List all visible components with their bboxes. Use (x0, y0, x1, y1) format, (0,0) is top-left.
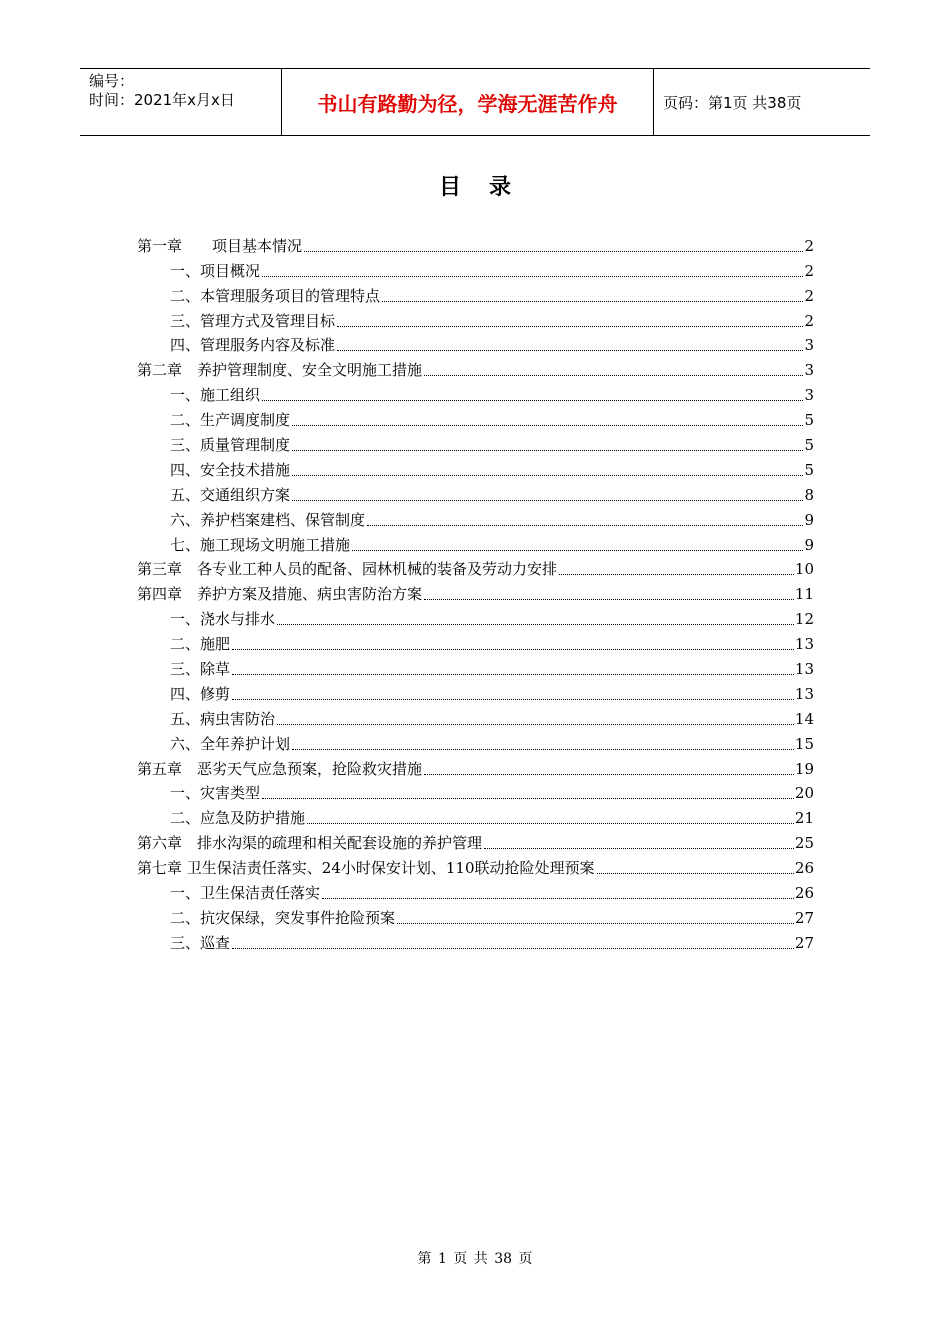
toc-leader-dots (292, 425, 803, 426)
toc-entry-page-number: 14 (794, 709, 814, 728)
toc-entry-page-number: 26 (794, 859, 814, 878)
toc-leader-dots (262, 798, 794, 799)
toc-leader-dots (337, 350, 803, 351)
toc-entry-page-number: 10 (794, 560, 814, 579)
toc-leader-dots (232, 674, 794, 675)
toc-entry-label: 一、施工组织 (170, 386, 261, 405)
toc-leader-dots (337, 326, 803, 327)
toc-entry-page-number: 5 (804, 436, 814, 455)
toc-section-entry[interactable] (137, 380, 814, 405)
toc-chapter-entry[interactable] (137, 231, 814, 256)
header-page-info: 页码：第1页 共38页 (663, 93, 802, 112)
toc-entry-label: 第五章 恶劣天气应急预案，抢险救灾措施 (137, 759, 423, 778)
toc-section-entry[interactable] (137, 803, 814, 828)
toc-entry-label: 第三章 各专业工种人员的配备、园林机械的装备及劳动力安排 (137, 560, 558, 579)
toc-entry-label: 一、项目概况 (170, 261, 261, 280)
toc-section-entry[interactable] (137, 256, 814, 281)
toc-entry-page-number: 15 (794, 734, 814, 753)
toc-section-entry[interactable] (137, 878, 814, 903)
toc-entry-label: 一、卫生保洁责任落实 (170, 884, 321, 903)
toc-entry-page-number: 20 (794, 784, 814, 803)
toc-entry-page-number: 3 (804, 386, 814, 405)
toc-leader-dots (367, 525, 803, 526)
toc-chapter-entry[interactable] (137, 828, 814, 853)
toc-leader-dots (232, 649, 794, 650)
toc-entry-label: 三、质量管理制度 (170, 436, 291, 455)
number-label: 编号： (89, 72, 135, 90)
toc-leader-dots (397, 923, 794, 924)
toc-entry-page-number: 2 (804, 311, 814, 330)
toc-entry-label: 四、修剪 (170, 684, 231, 703)
toc-leader-dots (424, 599, 794, 600)
toc-entry-page-number: 13 (794, 684, 814, 703)
toc-leader-dots (352, 550, 803, 551)
toc-leader-dots (292, 749, 794, 750)
toc-entry-label: 六、养护档案建档、保管制度 (170, 510, 366, 529)
toc-entry-page-number: 8 (804, 485, 814, 504)
toc-section-entry[interactable] (137, 654, 814, 679)
toc-entry-page-number: 25 (794, 834, 814, 853)
toc-section-entry[interactable] (137, 903, 814, 928)
toc-entry-label: 五、病虫害防治 (170, 709, 276, 728)
toc-entry-page-number: 26 (794, 884, 814, 903)
toc-section-entry[interactable] (137, 430, 814, 455)
toc-leader-dots (307, 823, 794, 824)
toc-entry-page-number: 27 (794, 908, 814, 927)
toc-leader-dots (277, 724, 794, 725)
toc-entry-label: 第二章 养护管理制度、安全文明施工措施 (137, 361, 423, 380)
toc-section-entry[interactable] (137, 679, 814, 704)
toc-entry-page-number: 2 (804, 286, 814, 305)
toc-leader-dots (382, 301, 803, 302)
toc-leader-dots (262, 400, 803, 401)
toc-entry-label: 二、应急及防护措施 (170, 809, 306, 828)
toc-entry-page-number: 12 (794, 610, 814, 629)
toc-section-entry[interactable] (137, 704, 814, 729)
toc-entry-page-number: 9 (804, 510, 814, 529)
toc-section-entry[interactable] (137, 331, 814, 356)
toc-entry-label: 三、除草 (170, 660, 231, 679)
toc-leader-dots (292, 475, 803, 476)
page-header (80, 68, 870, 136)
toc-leader-dots (277, 624, 794, 625)
toc-entry-label: 五、交通组织方案 (170, 485, 291, 504)
toc-leader-dots (559, 574, 794, 575)
toc-section-entry[interactable] (137, 405, 814, 430)
toc-entry-label: 一、灾害类型 (170, 784, 261, 803)
page-footer: 第 1 页 共 38 页 (417, 1251, 533, 1267)
toc-entry-label: 四、安全技术措施 (170, 460, 291, 479)
toc-section-entry[interactable] (137, 306, 814, 331)
toc-section-entry[interactable] (137, 505, 814, 530)
toc-section-entry[interactable] (137, 604, 814, 629)
toc-chapter-entry[interactable] (137, 555, 814, 580)
toc-entry-page-number: 5 (804, 460, 814, 479)
toc-leader-dots (292, 450, 803, 451)
toc-section-entry[interactable] (137, 455, 814, 480)
toc-chapter-entry[interactable] (137, 853, 814, 878)
header-motto: 书山有路勤为径，学海无涯苦作舟 (281, 69, 654, 135)
toc-section-entry[interactable] (137, 629, 814, 654)
toc-leader-dots (304, 251, 803, 252)
toc-entry-page-number: 9 (804, 535, 814, 554)
toc-entry-label: 四、管理服务内容及标准 (170, 336, 336, 355)
toc-entry-page-number: 2 (804, 261, 814, 280)
toc-entry-page-number: 13 (794, 660, 814, 679)
toc-entry-page-number: 2 (804, 236, 814, 255)
toc-section-entry[interactable] (137, 779, 814, 804)
toc-entry-page-number: 3 (804, 336, 814, 355)
toc-entry-label: 第七章 卫生保洁责任落实、24小时保安计划、110联动抢险处理预案 (137, 859, 595, 878)
toc-leader-dots (484, 848, 794, 849)
toc-section-entry[interactable] (137, 928, 814, 953)
toc-chapter-entry[interactable] (137, 579, 814, 604)
toc-leader-dots (597, 873, 794, 874)
toc-chapter-entry[interactable] (137, 754, 814, 779)
page-title: 目录 (438, 175, 539, 200)
header-meta (80, 69, 281, 135)
toc-entry-page-number: 27 (794, 933, 814, 952)
time-label: 时间：2021年x月x日 (89, 91, 235, 109)
toc-leader-dots (424, 375, 803, 376)
toc-leader-dots (232, 948, 794, 949)
toc-leader-dots (322, 898, 794, 899)
toc-entry-label: 二、施肥 (170, 635, 231, 654)
toc-leader-dots (232, 699, 794, 700)
toc-entry-page-number: 5 (804, 411, 814, 430)
toc-leader-dots (292, 500, 803, 501)
toc-entry-label: 七、施工现场文明施工措施 (170, 535, 351, 554)
toc-entry-label: 第四章 养护方案及措施、病虫害防治方案 (137, 585, 423, 604)
toc-entry-label: 二、抗灾保绿，突发事件抢险预案 (170, 908, 396, 927)
toc-entry-label: 第一章 项目基本情况 (137, 236, 303, 255)
toc-entry-label: 三、巡查 (170, 933, 231, 952)
toc-entry-label: 一、浇水与排水 (170, 610, 276, 629)
toc-entry-label: 二、本管理服务项目的管理特点 (170, 286, 381, 305)
toc-entry-page-number: 19 (794, 759, 814, 778)
toc-entry-page-number: 11 (794, 585, 814, 604)
toc-leader-dots (424, 774, 794, 775)
toc-entry-label: 第六章 排水沟渠的疏理和相关配套设施的养护管理 (137, 834, 483, 853)
toc-chapter-entry[interactable] (137, 355, 814, 380)
table-of-contents (137, 231, 814, 953)
toc-section-entry[interactable] (137, 480, 814, 505)
toc-leader-dots (262, 276, 803, 277)
toc-section-entry[interactable] (137, 530, 814, 555)
toc-entry-label: 三、管理方式及管理目标 (170, 311, 336, 330)
toc-entry-page-number: 13 (794, 635, 814, 654)
toc-entry-page-number: 21 (794, 809, 814, 828)
toc-entry-label: 二、生产调度制度 (170, 411, 291, 430)
toc-entry-page-number: 3 (804, 361, 814, 380)
toc-section-entry[interactable] (137, 281, 814, 306)
toc-section-entry[interactable] (137, 729, 814, 754)
toc-entry-label: 六、全年养护计划 (170, 734, 291, 753)
